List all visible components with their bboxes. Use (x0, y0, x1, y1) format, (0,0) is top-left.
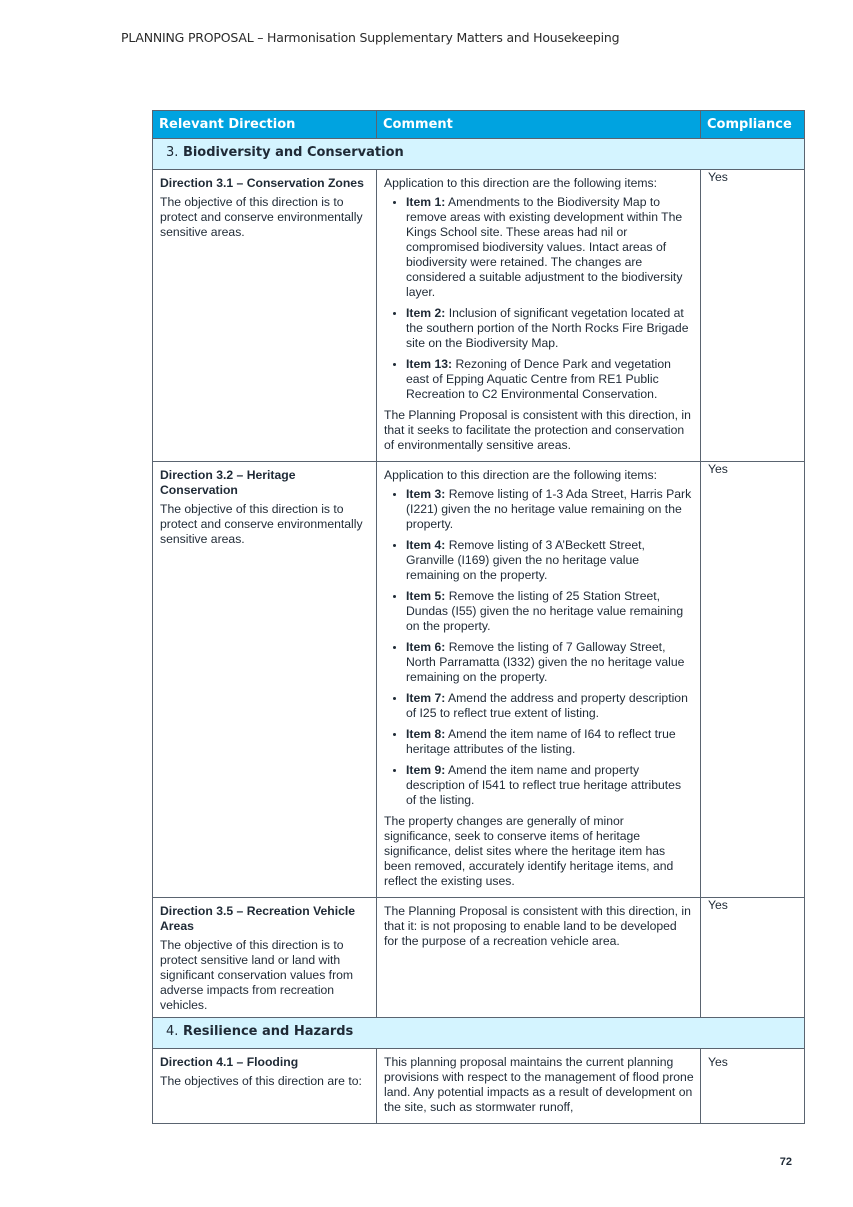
page-number: 72 (779, 1156, 792, 1168)
direction-title: Direction 3.2 – Heritage Conservation (160, 468, 296, 497)
section-number: 4. (166, 1024, 179, 1039)
item-label: Item 5: (406, 589, 446, 603)
item-label: Item 1: (406, 195, 446, 209)
item-label: Item 4: (406, 538, 446, 552)
compliance-table (152, 110, 805, 1124)
table-row (153, 1049, 805, 1124)
item-text: Amendments to the Biodiversity Map to remove areas with existing development within The Kings School site. These areas had nil or compromised biodiversity values. Intact areas of biodiversity were retained. The changes are considered a suitable adjustment to the biodiversity layer. (406, 195, 683, 299)
item-label: Item 7: (406, 691, 446, 705)
direction-cell (153, 898, 377, 1018)
direction-objective: The objective of this direction is to protect and conserve environmentally sensitive areas. (160, 502, 363, 546)
direction-title: Direction 4.1 – Flooding (160, 1055, 299, 1069)
item-label: Item 13: (406, 357, 453, 371)
item-text: Remove listing of 3 A’Beckett Street, Granville (I169) given the no heritage value remaining on the property. (406, 538, 645, 582)
table-row (153, 898, 805, 1018)
item-text: Remove the listing of 7 Galloway Street, North Parramatta (I332) given the no heritage value remaining on the property. (406, 640, 685, 684)
item-label: Item 9: (406, 763, 446, 777)
section-number: 3. (166, 145, 179, 160)
item-text: Amend the item name and property description of I541 to reflect true heritage attributes of the listing. (406, 763, 682, 807)
table-row (153, 462, 805, 898)
comment-cell (377, 1049, 701, 1124)
comment-cell (377, 170, 701, 462)
table-row (153, 170, 805, 462)
item-text: Amend the address and property description of I25 to reflect true extent of listing. (406, 691, 688, 720)
direction-title: Direction 3.1 – Conservation Zones (160, 176, 364, 190)
section-heading (153, 1018, 805, 1049)
comment-conclusion: The Planning Proposal is consistent with this direction, in that it seeks to facilitate the protection and conservation of environmentally sensitive areas. (384, 408, 691, 452)
list-item (406, 195, 694, 300)
list-item (406, 487, 694, 532)
direction-objective: The objectives of this direction are to: (160, 1074, 362, 1088)
column-header-relevant-direction: Relevant Direction (153, 111, 377, 139)
list-item (406, 538, 694, 583)
list-item (406, 727, 694, 757)
direction-cell (153, 462, 377, 898)
item-text: Amend the item name of I64 to reflect true heritage attributes of the listing. (406, 727, 676, 756)
table-header-row (153, 111, 805, 139)
section-row-biodiversity (153, 139, 805, 170)
compliance-cell: Yes (701, 170, 805, 462)
item-label: Item 3: (406, 487, 446, 501)
list-item (406, 763, 694, 808)
item-text: Rezoning of Dence Park and vegetation east of Epping Aquatic Centre from RE1 Public Recreation to C2 Environmental Conservation. (406, 357, 671, 401)
comment-intro: Application to this direction are the following items: (384, 468, 658, 482)
list-item (406, 357, 694, 402)
comment-intro: The Planning Proposal is consistent with this direction, in that it: is not proposing to enable land to be developed for the purpose of a recreation vehicle area. (384, 904, 691, 948)
comment-cell (377, 898, 701, 1018)
list-item (406, 640, 694, 685)
item-label: Item 6: (406, 640, 446, 654)
direction-objective: The objective of this direction is to protect sensitive land or land with significant conservation values from adverse impacts from recreation vehicles. (160, 938, 354, 1012)
item-list (384, 487, 694, 808)
item-text: Remove the listing of 25 Station Street, Dundas (I55) given the no heritage value remaining on the property. (406, 589, 684, 633)
direction-cell (153, 170, 377, 462)
item-label: Item 2: (406, 306, 446, 320)
compliance-cell: Yes (701, 1049, 805, 1124)
section-row-resilience (153, 1018, 805, 1049)
comment-intro: This planning proposal maintains the current planning provisions with respect to the management of flood prone land. Any potential impacts as a result of development on the site, such as stormwater runoff, (384, 1055, 694, 1114)
direction-title: Direction 3.5 – Recreation Vehicle Areas (160, 904, 356, 933)
section-title: Biodiversity and Conservation (182, 145, 404, 160)
direction-cell (153, 1049, 377, 1124)
column-header-compliance: Compliance (701, 111, 805, 139)
column-header-comment: Comment (377, 111, 701, 139)
item-text: Remove listing of 1-3 Ada Street, Harris Park (I221) given the no heritage value remaining on the property. (406, 487, 692, 531)
item-list (384, 195, 694, 402)
comment-conclusion: The property changes are generally of minor significance, seek to conserve items of heritage significance, delist sites where the heritage item has been removed, accurately identify heritage items, and reflect the existing uses. (384, 814, 674, 888)
list-item (406, 691, 694, 721)
comment-intro: Application to this direction are the following items: (384, 176, 658, 190)
list-item (406, 306, 694, 351)
section-title: Resilience and Hazards (182, 1024, 354, 1039)
page-header: PLANNING PROPOSAL – Harmonisation Supplementary Matters and Housekeeping (121, 30, 620, 45)
section-heading (153, 139, 805, 170)
item-label: Item 8: (406, 727, 446, 741)
compliance-cell: Yes (701, 462, 805, 898)
direction-objective: The objective of this direction is to protect and conserve environmentally sensitive areas. (160, 195, 363, 239)
comment-cell (377, 462, 701, 898)
list-item (406, 589, 694, 634)
item-text: Inclusion of significant vegetation located at the southern portion of the North Rocks Fire Brigade site on the Biodiversity Map. (406, 306, 689, 350)
compliance-cell: Yes (701, 898, 805, 1018)
